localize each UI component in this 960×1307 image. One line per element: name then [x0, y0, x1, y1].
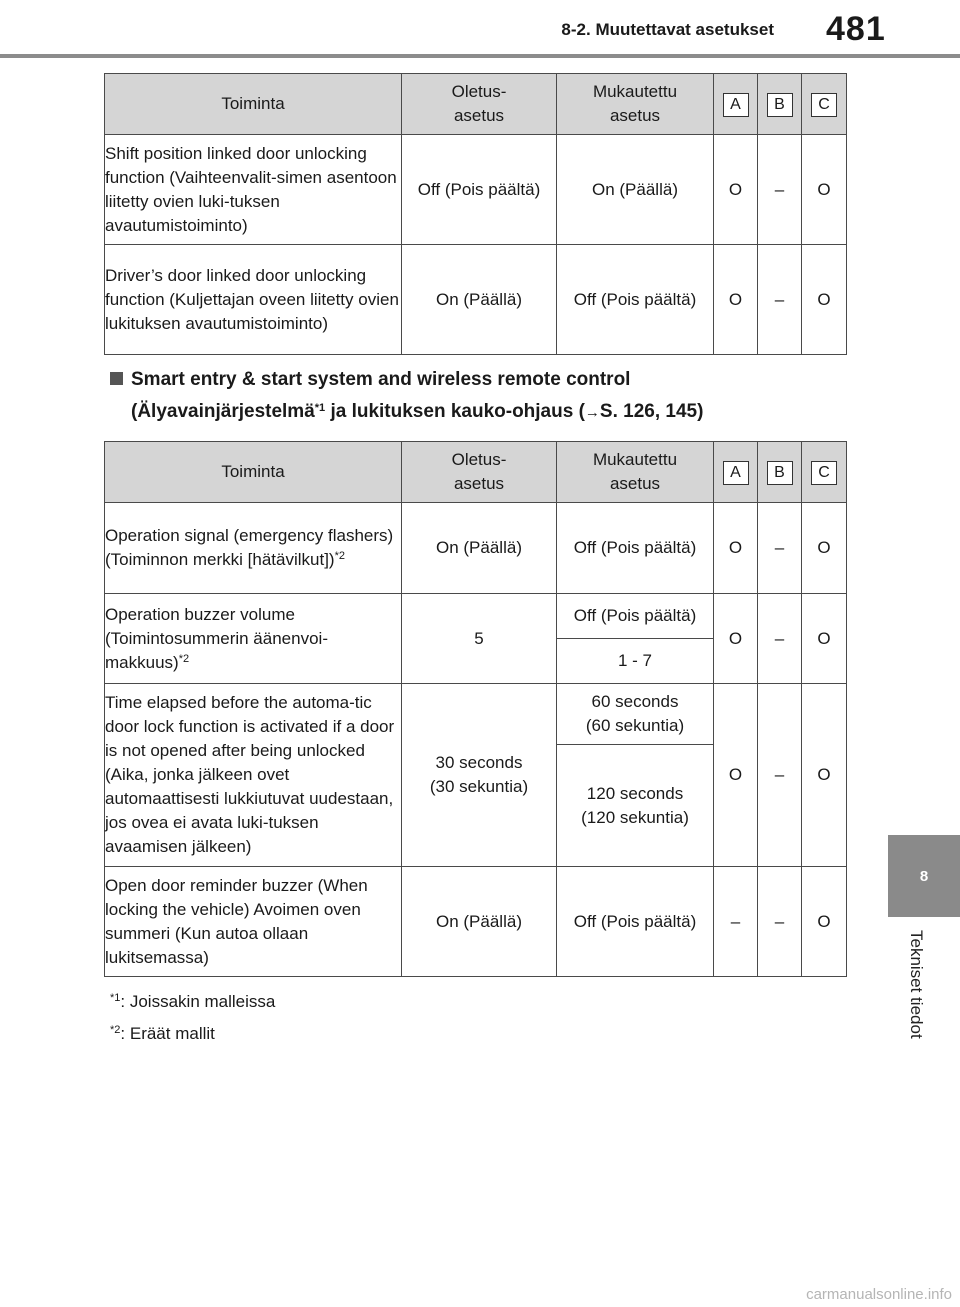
arrow-right-icon: → — [584, 404, 600, 421]
cell-default: On (Päällä) — [402, 867, 557, 977]
table-row — [105, 245, 847, 355]
cell-custom-option-2: 120 seconds (120 sekuntia) — [557, 745, 714, 867]
header-custom: Mukautettu asetus — [557, 74, 714, 135]
heading-line2: (Älyavainjärjestelmä$^{*1}$ ja lukituksen kauko-ohjaus (→S. 126, 145) — [131, 401, 704, 422]
cell-function: Operation buzzer volume (Toimintosummerin äänenvoi-makkuus)$^{*2}$ — [105, 594, 402, 684]
table-row — [105, 684, 847, 745]
cell-c: O — [802, 135, 847, 245]
header-divider — [0, 54, 960, 58]
cell-b: – — [758, 684, 802, 867]
table-row — [105, 867, 847, 977]
header-function: Toiminta — [105, 442, 402, 503]
page-number: 481 — [826, 10, 886, 48]
cell-c: O — [802, 245, 847, 355]
settings-table-smart-entry — [104, 441, 847, 977]
chapter-label: Tekniset tiedot — [907, 930, 926, 1039]
cell-custom-option-1: 60 seconds (60 sekuntia) — [557, 684, 714, 745]
cell-custom-option-1: Off (Pois päältä) — [557, 594, 714, 639]
cell-b: – — [758, 503, 802, 594]
cell-c: O — [802, 867, 847, 977]
chapter-tab — [888, 835, 960, 917]
cell-c: O — [802, 503, 847, 594]
cell-a: O — [714, 245, 758, 355]
header-b: B — [758, 74, 802, 135]
header-default: Oletus- asetus — [402, 74, 557, 135]
cell-b: – — [758, 867, 802, 977]
cell-custom-option-2: 1 - 7 — [557, 639, 714, 684]
header-custom: Mukautettu asetus — [557, 442, 714, 503]
header-function: Toiminta — [105, 74, 402, 135]
cell-b: – — [758, 594, 802, 684]
cell-default: On (Päällä) — [402, 245, 557, 355]
section-heading — [110, 364, 870, 429]
cell-a: O — [714, 594, 758, 684]
settings-table-door — [104, 73, 847, 355]
chapter-number: 8 — [919, 867, 929, 885]
heading-line1: Smart entry & start system and wireless remote control — [131, 369, 631, 390]
cell-default: Off (Pois päältä) — [402, 135, 557, 245]
cell-function: Time elapsed before the automa-tic door lock function is activated if a door is not opened after being unlocked (Aika, jonka jälkeen ovet automaattisesti lukkiutuvat uudestaan, jos ovea ei avata luki-tuksen avaamisen jälkeen) — [105, 684, 402, 867]
cell-function: Driver’s door linked door unlocking function (Kuljettajan oveen liitetty ovien lukituksen avautumistoiminto) — [105, 245, 402, 355]
cell-default: 5 — [402, 594, 557, 684]
header-a: A — [714, 74, 758, 135]
cell-custom: Off (Pois päältä) — [557, 245, 714, 355]
table-row — [105, 135, 847, 245]
cell-a: – — [714, 867, 758, 977]
cell-a: O — [714, 503, 758, 594]
header-b: B — [758, 442, 802, 503]
table-row — [105, 594, 847, 639]
cell-a: O — [714, 684, 758, 867]
header-c: C — [802, 74, 847, 135]
cell-custom: On (Päällä) — [557, 135, 714, 245]
footnote-1: $^{*1}$: Joissakin malleissa — [110, 992, 276, 1011]
cell-a: O — [714, 135, 758, 245]
section-title: 8-2. Muutettavat asetukset — [561, 20, 774, 39]
bullet-square-icon — [110, 372, 123, 385]
cell-function: Open door reminder buzzer (When locking the vehicle) Avoimen oven summeri (Kun autoa ollaan lukitsemassa) — [105, 867, 402, 977]
cell-default: On (Päällä) — [402, 503, 557, 594]
table-row — [105, 503, 847, 594]
footnote-2: $^{*2}$: Eräät mallit — [110, 1024, 215, 1043]
cell-c: O — [802, 684, 847, 867]
cell-b: – — [758, 245, 802, 355]
header-a: A — [714, 442, 758, 503]
cell-custom: Off (Pois päältä) — [557, 503, 714, 594]
header-c: C — [802, 442, 847, 503]
cell-default: 30 seconds (30 sekuntia) — [402, 684, 557, 867]
cell-custom: Off (Pois päältä) — [557, 867, 714, 977]
cell-b: – — [758, 135, 802, 245]
cell-function: Operation signal (emergency flashers) (Toiminnon merkki [hätävilkut])$^{*2}$ — [105, 503, 402, 594]
watermark: carmanualsonline.info — [806, 1286, 952, 1303]
table-header-row — [105, 442, 847, 503]
header-default: Oletus- asetus — [402, 442, 557, 503]
cell-function: Shift position linked door unlocking function (Vaihteenvalit-simen asentoon liitetty ovien luki-tuksen avautumistoiminto) — [105, 135, 402, 245]
table-header-row — [105, 74, 847, 135]
cell-c: O — [802, 594, 847, 684]
